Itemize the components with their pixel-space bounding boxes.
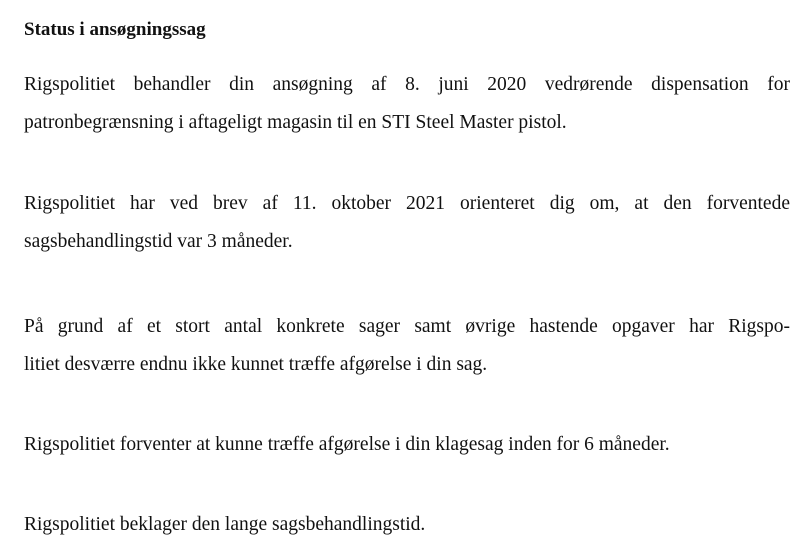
paragraph-line: Rigspolitiet forventer at kunne træffe afgørelse i din klagesag inden for 6 måneder. (24, 434, 670, 455)
paragraph-line: Rigspolitiet har ved brev af 11. oktober 2021 orienteret dig om, at den forventede (24, 193, 790, 214)
paragraph-line: Rigspolitiet beklager den lange sagsbehandlingstid. (24, 514, 426, 535)
paragraph-delay-reason (24, 308, 790, 384)
paragraph-line: På grund af et stort antal konkrete sager samt øvrige hastende opgaver har Rigspo- (24, 316, 790, 337)
paragraph-apology (24, 506, 790, 544)
paragraph-new-estimate (24, 426, 790, 464)
paragraph-line: sagsbehandlingstid var 3 måneder. (24, 231, 293, 252)
paragraph-line: litiet desværre endnu ikke kunnet træffe afgørelse i din sag. (24, 354, 488, 375)
paragraph-application-status (24, 66, 790, 142)
paragraph-line: Rigspolitiet behandler din ansøgning af 8. juni 2020 vedrørende dispensation for (24, 74, 790, 95)
paragraph-line: patronbegrænsning i aftageligt magasin til en STI Steel Master pistol. (24, 112, 567, 133)
document-heading: Status i ansøgningssag (24, 19, 206, 40)
paragraph-expected-time (24, 185, 790, 261)
